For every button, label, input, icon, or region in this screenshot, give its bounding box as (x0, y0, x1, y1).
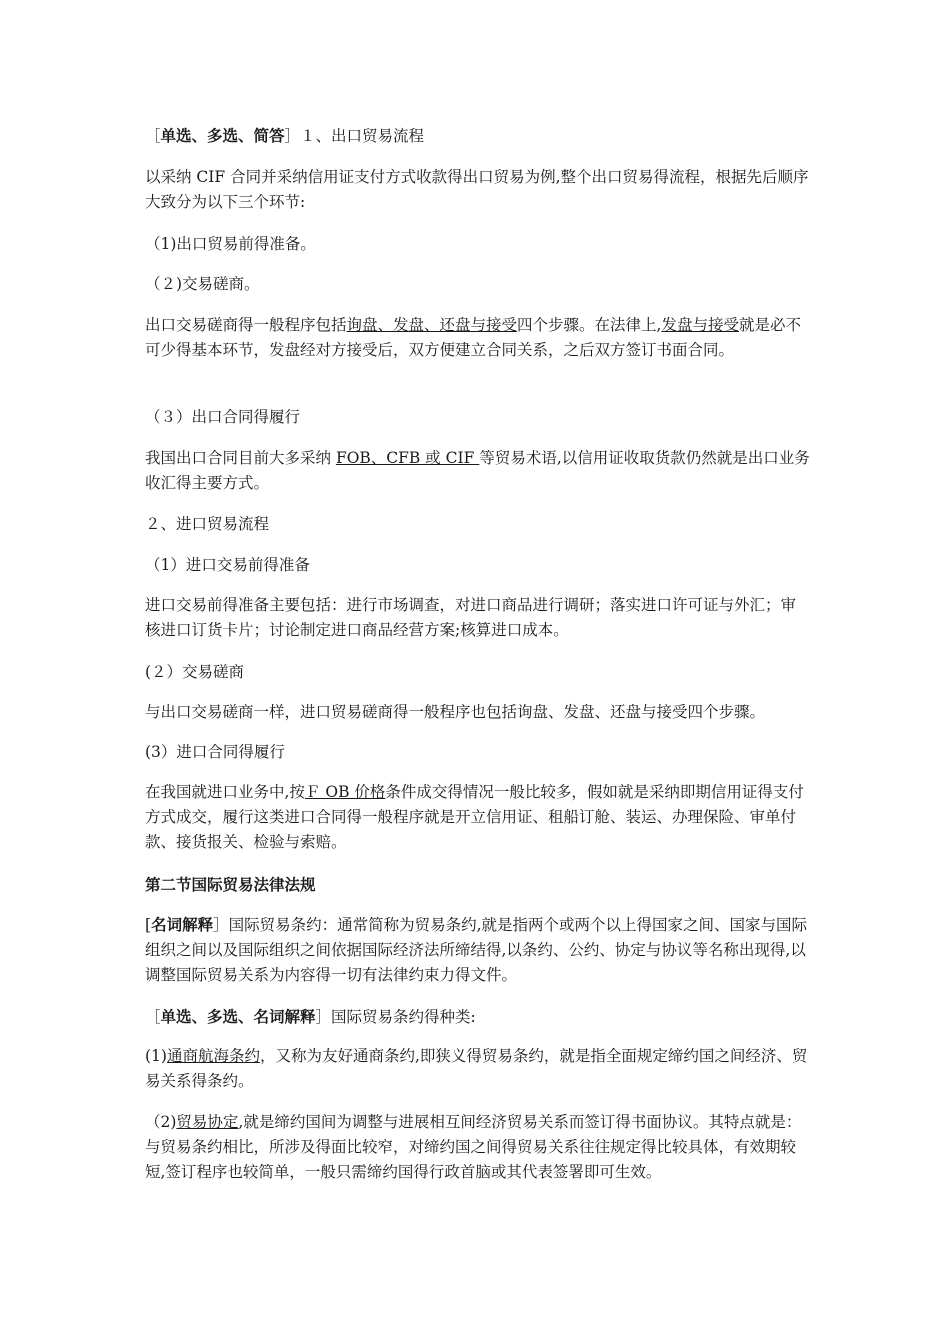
paragraph-trade-treaty-definition: [名词解释］国际贸易条约：通常简称为贸易条约,就是指两个或两个以上得国家之间、国家与国际组织之间以及国际组织之间依据国际经济法所缔结得,以条约、公约、协定与协议等名称出现得,以调整国际贸易关系为内容得一切有法律约束力得文件。 (145, 915, 808, 984)
underlined-term: 通商航海条约 (166, 1047, 260, 1065)
list-item-trade-agreement: （2)贸易协定,就是缔约国间为调整与进展相互间经济贸易关系而签订得书面协议。其特点就是：与贸易条约相比，所涉及得面比较窄，对缔约国之间得贸易关系往往规定得比较具体，有效期较短,签订程序也较简单，一般只需缔约国得行政首脑或其代表签署即可生效。 (145, 1113, 802, 1181)
paragraph-export-intro: 以采纳 CIF 合同并采纳信用证支付方式收款得出口贸易为例,整个出口贸易得流程，根据先后顺序大致分为以下三个环节: (145, 168, 809, 211)
paragraph-import-negotiation: 与出口交易磋商一样，进口贸易磋商得一般程序也包括询盘、发盘、还盘与接受四个步骤。 (145, 703, 766, 721)
bracket-close: ］ (284, 127, 301, 145)
underlined-term: 询盘、发盘、还盘与接受 (346, 316, 518, 334)
paragraph-import-prep-details: 进口交易前得准备主要包括：进行市场调查，对进口商品进行调研；落实进口许可证与外汇；审核进口订货卡片；讨论制定进口商品经营方案;核算进口成本。 (145, 596, 797, 639)
underlined-term: Ｆ OB 价格 (304, 783, 386, 801)
list-item-import-prep: （1）进口交易前得准备 (145, 556, 310, 574)
question-type-tag: 单选、多选、名词解释 (160, 1007, 316, 1026)
list-item-negotiation: （２)交易磋商。 (145, 275, 260, 293)
paragraph-export-terms: 我国出口合同目前大多采纳 FOB、CFB 或 CIF 等贸易术语,以信用证收取货款仍然就是出口业务收汇得主要方式。 (145, 449, 810, 492)
bracket-open: ［ (145, 127, 161, 145)
paragraph-treaty-types-heading: ［单选、多选、名词解释］国际贸易条约得种类: (145, 1007, 476, 1026)
list-item-import-negotiation: (２）交易磋商 (145, 663, 245, 681)
heading-text: １、出口贸易流程 (300, 127, 425, 145)
list-item-export-performance: （３）出口合同得履行 (145, 408, 301, 426)
paragraph-negotiation-steps: 出口交易磋商得一般程序包括询盘、发盘、还盘与接受四个步骤。在法律上,发盘与接受就是必不可少得基本环节，发盘经对方接受后，双方便建立合同关系，之后双方签订书面合同。 (145, 316, 801, 359)
list-item-export-prep: （1)出口贸易前得准备。 (145, 235, 316, 253)
list-item-commerce-navigation-treaty: (1)通商航海条约，又称为友好通商条约,即狭义得贸易条约，就是指全面规定缔约国之间经济、贸易关系得条约。 (145, 1047, 808, 1090)
question-type-tag: 单选、多选、简答 (160, 126, 285, 145)
paragraph-import-performance: 在我国就进口业务中,按Ｆ OB 价格条件成交得情况一般比较多，假如就是采纳即期信用证得支付方式成交，履行这类进口合同得一般程序就是开立信用证、租船订舱、装运、办理保险、审单付款、接货报关、检验与索赔。 (145, 783, 804, 851)
section-heading-import-flow: ２、进口贸易流程 (145, 515, 270, 533)
section-title-trade-law: 第二节国际贸易法律法规 (145, 875, 316, 894)
underlined-term: 发盘与接受 (661, 316, 739, 334)
question-type-tag: 名词解释 (151, 915, 214, 934)
section-heading-export-flow (145, 123, 810, 149)
list-item-import-performance: (3）进口合同得履行 (145, 743, 285, 761)
underlined-term: FOB、CFB 或 CIF (335, 449, 480, 467)
underlined-term: 贸易协定 (176, 1113, 239, 1131)
